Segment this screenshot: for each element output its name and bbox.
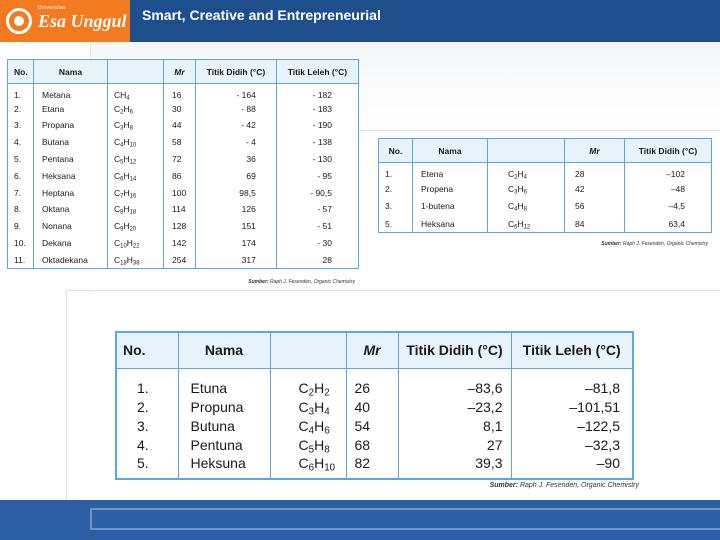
cell-no: 7. [8,184,34,201]
cell-mr: 100 [164,184,196,201]
cell-leleh: –81,8 [584,379,620,396]
source-label: Sumber: [489,482,518,489]
cell-no: 5. [116,454,178,479]
source-label: Sumber: [601,241,622,247]
cell-nama: Oktadekana [34,251,108,268]
source-text: Raph J. Fesenden, Organic Chemistry [269,279,355,285]
cell-didih: 39,3 [398,454,511,479]
cell-nama: Etuna [178,368,270,397]
cell-nama: Oktana [34,201,108,218]
cell-nama: Propuna [178,397,270,416]
cell-rumus: $C_8H_{18}$ [108,201,164,218]
cell-didih: - 164 [196,84,277,101]
cell-mr: 56 [565,198,625,216]
table-row [8,201,359,218]
col-header-titik-leleh: Titik Leleh (°C) [511,332,633,368]
table-row [8,117,359,134]
source-text: Raph J. Fesenden, Organic Chemistry [622,241,708,247]
cell-nama: 1-butena [413,198,488,216]
cell-nama: Pentuna [178,435,270,454]
cell-didih: 174 [196,235,277,252]
mr-label: Mr [589,145,600,156]
table-row [379,198,712,216]
cell-nama: Propena [413,180,488,198]
cell-didih: –102 [666,168,685,179]
table-row [8,84,359,101]
cell-rumus: $C_{18}H_{38}$ [108,251,164,268]
cell-leleh: - 57 [317,204,332,215]
cell-leleh: –32,3 [584,436,620,453]
table-row [8,235,359,252]
cell-leleh: –90 [596,455,620,471]
cell-didih: 36 [196,151,277,168]
cell-didih: 151 [196,218,277,235]
cell-leleh: - 51 [317,221,332,232]
cell-nama: Butuna [178,416,270,435]
cell-no: 5. [379,215,413,233]
table-row [116,416,633,435]
col-header-titik-didih: Titik Didih (°C) [398,332,511,368]
cell-leleh: - 95 [317,170,332,181]
col-header-no: No. [8,60,34,84]
cell-mr: 16 [164,84,196,101]
cell-didih: - 4 [196,134,277,151]
cell-leleh: –101,51 [569,398,620,415]
cell-rumus: $C_4H_8$ [488,198,565,216]
cell-didih: –4,5 [668,201,685,212]
cell-rumus: $C_6H_{14}$ [108,167,164,184]
cell-no: 10. [8,235,34,252]
col-header-mr [164,60,196,84]
table-row [379,163,712,181]
cell-mr: 58 [164,134,196,151]
cell-no: 1. [116,368,178,397]
alkuna-table-panel [103,318,643,498]
cell-mr: 42 [565,180,625,198]
col-header-nama: Nama [178,332,270,368]
table-row [116,435,633,454]
col-header-no: No. [116,332,178,368]
cell-nama: Nonana [34,218,108,235]
cell-rumus: $C_7H_{16}$ [108,184,164,201]
cell-nama: Metana [34,84,108,101]
cell-didih: 63,4 [668,218,685,229]
cell-no: 2. [8,100,34,117]
cell-nama: Heksuna [178,454,270,479]
cell-leleh: - 190 [312,120,332,131]
source-text: Raph J. Fesenden, Organic Chemistry [519,482,639,489]
col-header-titik-didih: Titik Didih (°C) [625,139,712,163]
cell-nama: Heksana [34,167,108,184]
cell-rumus: $C_5H_{12}$ [108,151,164,168]
cell-no: 1. [379,163,413,181]
cell-rumus: $C_2H_4$ [488,163,565,181]
logo [0,0,130,42]
cell-nama: Heptana [34,184,108,201]
table-row [8,184,359,201]
col-header-rumus [488,139,565,163]
table-row [379,180,712,198]
alkuna-table-body [116,368,633,479]
col-header-no: No. [379,139,413,163]
cell-rumus: $C_3H_6$ [488,180,565,198]
cell-no: 3. [116,416,178,435]
cell-mr: 84 [565,215,625,233]
cell-rumus: $C_3H_4$ [270,397,346,416]
cell-rumus: $C_4H_6$ [270,416,346,435]
cell-mr: 28 [565,163,625,181]
table-row [8,151,359,168]
cell-didih: 98,5 [196,184,277,201]
alkana-table [7,59,359,269]
cell-rumus: $CH_4$ [108,84,164,101]
cell-didih: - 42 [196,117,277,134]
slide-footer [0,500,720,540]
alkena-table [378,138,712,233]
divider-line [66,290,720,291]
source-citation [490,482,639,489]
slide-header [0,0,720,42]
cell-no: 3. [8,117,34,134]
cell-mr: 30 [164,100,196,117]
cell-rumus: $C_6H_{12}$ [488,215,565,233]
cell-rumus: $C_5H_8$ [270,435,346,454]
cell-leleh: - 90,5 [310,187,332,198]
table-row [116,397,633,416]
cell-rumus: $C_2H_6$ [108,100,164,117]
cell-leleh: - 182 [312,89,332,100]
cell-no: 5. [8,151,34,168]
logo-text: Esa Unggul [38,11,127,31]
alkana-table-body [8,84,359,269]
alkena-table-body [379,163,712,233]
cell-mr: 26 [346,368,398,397]
cell-rumus: $C_6H_{10}$ [270,454,346,479]
cell-leleh: - 30 [317,238,332,249]
cell-rumus: $C_{10}H_{22}$ [108,235,164,252]
col-header-rumus [108,60,164,84]
cell-didih: 126 [196,201,277,218]
cell-didih: - 88 [196,100,277,117]
cell-rumus: $C_2H_2$ [270,368,346,397]
col-header-nama: Nama [413,139,488,163]
col-header-titik-didih: Titik Didih (°C) [196,60,277,84]
cell-leleh: –122,5 [577,417,620,434]
table-header-row [116,332,633,368]
cell-didih: 8,1 [398,416,511,435]
cell-mr: 254 [164,251,196,268]
cell-didih: 27 [398,435,511,454]
table-row [116,368,633,397]
alkuna-table [115,331,634,480]
cell-mr: 114 [164,201,196,218]
mr-label: Mr [174,66,185,77]
table-row [8,251,359,268]
cell-rumus: $C_3H_8$ [108,117,164,134]
cell-rumus: $C_9H_{20}$ [108,218,164,235]
cell-didih: –83,6 [398,368,511,397]
divider-line [66,290,67,500]
cell-no: 11. [8,251,34,268]
cell-no: 2. [379,180,413,198]
col-header-nama: Nama [34,60,108,84]
cell-mr: 54 [346,416,398,435]
cell-nama: Dekana [34,235,108,252]
cell-mr: 142 [164,235,196,252]
table-row [8,100,359,117]
cell-no: 8. [8,201,34,218]
table-row [8,134,359,151]
cell-didih: –48 [670,183,685,194]
cell-didih: 317 [196,251,277,268]
cell-nama: Heksana [413,215,488,233]
cell-didih: 69 [196,167,277,184]
cell-mr: 40 [346,397,398,416]
cell-mr: 44 [164,117,196,134]
col-header-rumus [270,332,346,368]
table-row [379,215,712,233]
cell-didih: –23,2 [398,397,511,416]
mr-label: Mr [363,342,381,359]
cell-nama: Butana [34,134,108,151]
cell-nama: Pentana [34,151,108,168]
cell-no: 9. [8,218,34,235]
source-citation [248,279,355,285]
alkena-table-panel [378,138,712,254]
footer-frame [90,508,720,530]
cell-mr: 68 [346,435,398,454]
cell-no: 4. [8,134,34,151]
cell-mr: 128 [164,218,196,235]
col-header-mr [346,332,398,368]
cell-no: 6. [8,167,34,184]
logo-small-text: Universitas [38,5,67,11]
cell-leleh: - 138 [312,137,332,148]
cell-nama: Propana [34,117,108,134]
cell-nama: Etena [413,163,488,181]
col-header-titik-leleh: Titik Leleh (°C) [276,60,358,84]
cell-mr: 72 [164,151,196,168]
cell-rumus: $C_4H_{10}$ [108,134,164,151]
cell-no: 4. [116,435,178,454]
cell-leleh: 28 [322,254,332,265]
col-header-mr [565,139,625,163]
table-header-row [379,139,712,163]
table-row [8,218,359,235]
table-row [116,454,633,479]
source-citation [601,241,708,247]
cell-mr: 86 [164,167,196,184]
cell-no: 3. [379,198,413,216]
alkana-table-panel [7,59,359,289]
cell-leleh: - 183 [312,103,332,114]
cell-leleh: - 130 [312,154,332,165]
logo-emblem-icon [6,8,32,34]
table-header-row [8,60,359,84]
table-row [8,167,359,184]
cell-no: 1. [8,84,34,101]
cell-no: 2. [116,397,178,416]
source-label: Sumber: [248,279,269,285]
cell-nama: Etana [34,100,108,117]
tagline: Smart, Creative and Entrepreneurial [142,7,381,23]
cell-mr: 82 [346,454,398,479]
